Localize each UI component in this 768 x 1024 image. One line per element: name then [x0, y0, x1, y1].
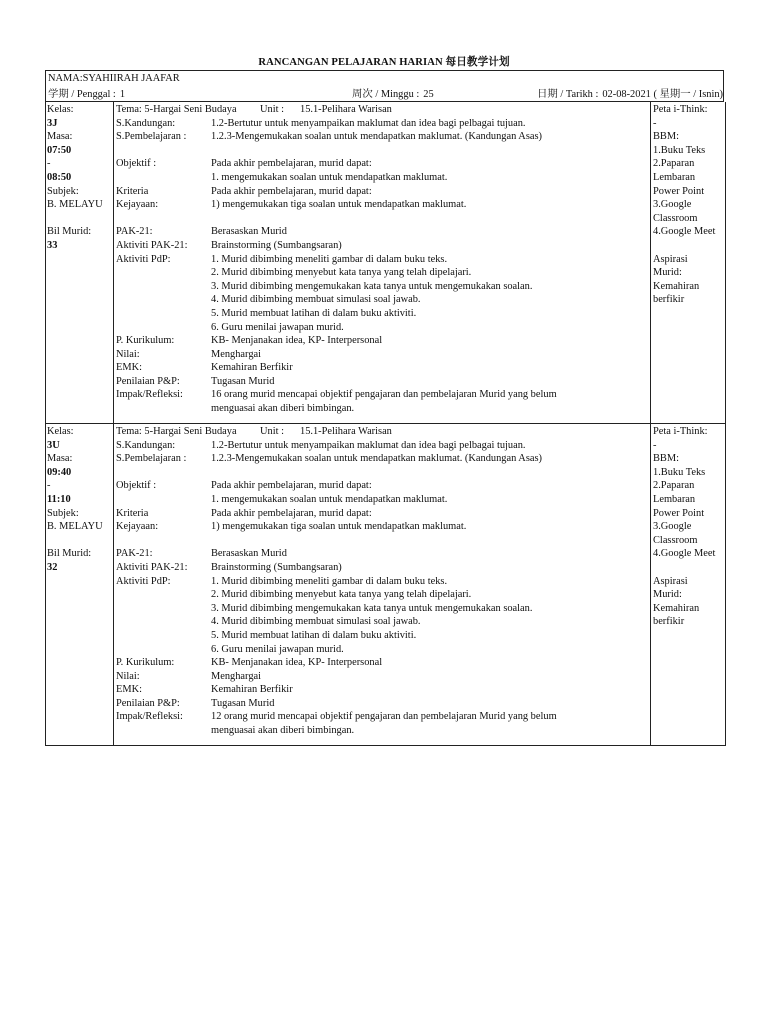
activity-step-row [116, 293, 650, 307]
resources-column [650, 424, 725, 745]
time-end: 08:50 [47, 171, 72, 183]
sp-value: 1.2.3-Mengemukakan soalan untuk mendapatkan maklumat. (Kandungan Asas) [211, 453, 542, 465]
activity-step-row [116, 266, 650, 280]
sk-label: S.Kandungan: [116, 117, 176, 129]
date-info [537, 88, 723, 102]
week-info [352, 88, 434, 102]
kejayaan-value: 1) mengemukakan tiga soalan untuk mendapatkan maklumat. [211, 521, 467, 533]
bbm-item: 2.Paparan [653, 480, 695, 492]
penilaian-value: Tugasan Murid [211, 697, 275, 709]
aktiviti-pak21-value: Brainstorming (Sumbangsaran) [211, 239, 342, 251]
standard-pembelajaran-row [116, 130, 650, 144]
bbm-item: 3.Google [653, 521, 692, 533]
kriteria-row [116, 507, 650, 521]
activity-step-row [116, 629, 650, 643]
activity-step: 4. Murid dibimbing membuat simulasi soal jawab. [211, 294, 421, 306]
impak-value-cont: menguasai akan diberi bimbingan. [211, 725, 355, 737]
kriteria-value: Pada akhir pembelajaran, murid dapat: [211, 507, 372, 519]
activity-step: 5. Murid membuat latihan di dalam buku aktiviti. [211, 629, 417, 641]
objektif-item: 1. mengemukakan soalan untuk mendapatkan maklumat. [211, 171, 448, 183]
kejayaan-label: Kejayaan: [116, 199, 159, 211]
time-dash: - [47, 480, 51, 492]
peta-ithink-value: - [653, 117, 657, 129]
objektif-value: Pada akhir pembelajaran, murid dapat: [211, 158, 372, 170]
week-label: 周次 / Minggu : [352, 89, 420, 100]
bbm-item: 1.Buku Teks [653, 144, 706, 156]
kriteria-label: Kriteria [116, 507, 149, 519]
nilai-label: Nilai: [116, 670, 140, 682]
aktiviti-pak21-row [116, 561, 650, 575]
sk-value: 1.2-Bertutur untuk menyampaikan maklumat dan idea bagi pelbagai tujuan. [211, 439, 526, 451]
emk-row [116, 361, 650, 375]
bbm-item: Classroom [653, 212, 698, 224]
activity-step: 4. Murid dibimbing membuat simulasi soal jawab. [211, 616, 421, 628]
kriteria-value: Pada akhir pembelajaran, murid dapat: [211, 185, 372, 197]
bbm-label: BBM: [653, 453, 679, 465]
time-start: 07:50 [47, 144, 72, 156]
peta-ithink-label: Peta i-Think: [653, 426, 708, 437]
kriteria-label: Kriteria [116, 185, 149, 197]
emk-row [116, 683, 650, 697]
subjek-value: B. MELAYU [47, 199, 103, 211]
date-value: 02-08-2021 ( 星期一 / Isnin) [602, 89, 723, 100]
bbm-item: 4.Google Meet [653, 548, 716, 560]
nilai-value: Menghargai [211, 670, 262, 682]
sk-label: S.Kandungan: [116, 439, 176, 451]
masa-label: Masa: [47, 453, 73, 465]
aktiviti-pak21-value: Brainstorming (Sumbangsaran) [211, 561, 342, 573]
kurikulum-value: KB- Menjanakan idea, KP- Interpersonal [211, 335, 383, 347]
objektif-row-2 [116, 493, 650, 507]
impak-label: Impak/Refleksi: [116, 389, 183, 401]
kurikulum-label: P. Kurikulum: [116, 657, 175, 669]
tema-row [116, 103, 650, 117]
aspirasi-line: Murid: [653, 589, 682, 601]
nilai-row [116, 348, 650, 362]
bbm-item: 2.Paparan [653, 158, 695, 170]
term-label: 学期 / Penggal : [48, 89, 116, 100]
impak-value: 16 orang murid mencapai objektif pengajaran dan pembelajaran Murid yang belum [211, 389, 557, 401]
impak-row-2 [116, 402, 650, 416]
aktiviti-pak21-label: Aktiviti PAK-21: [116, 561, 188, 573]
penilaian-label: Penilaian P&P: [116, 375, 180, 387]
kriteria-row [116, 185, 650, 199]
objektif-row-2 [116, 171, 650, 185]
nilai-value: Menghargai [211, 348, 262, 360]
sp-label: S.Pembelajaran : [116, 131, 187, 143]
kelas-label: Kelas: [47, 426, 74, 437]
aktiviti-pak21-label: Aktiviti PAK-21: [116, 239, 188, 251]
pak21-row [116, 547, 650, 561]
emk-value: Kemahiran Berfikir [211, 684, 293, 696]
activity-step: 2. Murid dibimbing menyebut kata tanya yang telah dipelajari. [211, 267, 472, 279]
activity-step: 6. Guru menilai jawapan murid. [211, 321, 344, 333]
aspirasi-line: Aspirasi [653, 253, 688, 265]
pak21-label: PAK-21: [116, 548, 153, 560]
bbm-item: Power Point [653, 185, 705, 197]
penilaian-row [116, 375, 650, 389]
impak-row-2 [116, 724, 650, 738]
objektif-label: Objektif : [116, 158, 157, 170]
impak-row [116, 710, 650, 724]
activity-step: 2. Murid dibimbing menyebut kata tanya yang telah dipelajari. [211, 589, 472, 601]
bbm-item: 4.Google Meet [653, 226, 716, 238]
week-value: 25 [423, 89, 434, 100]
activity-step-row [116, 588, 650, 602]
lesson-plan-column [114, 102, 650, 423]
aspirasi-line: Murid: [653, 267, 682, 279]
emk-label: EMK: [116, 684, 142, 696]
aspirasi-line: berfikir [653, 616, 685, 628]
activity-step: 3. Murid dibimbing mengemukakan kata tanya untuk mengemukakan soalan. [211, 602, 533, 614]
bbm-item: Power Point [653, 507, 705, 519]
activity-step: 1. Murid dibimbing meneliti gambar di dalam buku teks. [211, 575, 448, 587]
emk-value: Kemahiran Berfikir [211, 362, 293, 374]
activity-step-row [116, 615, 650, 629]
bil-murid-value: 33 [47, 239, 58, 251]
pak21-row [116, 225, 650, 239]
kurikulum-value: KB- Menjanakan idea, KP- Interpersonal [211, 657, 383, 669]
aktiviti-pdp-label: Aktiviti PdP: [116, 253, 171, 265]
unit-label: Unit : [260, 426, 284, 437]
tema-text: Tema: 5-Hargai Seni Budaya [116, 426, 237, 437]
subjek-label: Subjek: [47, 507, 79, 519]
time-end: 11:10 [47, 493, 71, 505]
term-info [48, 88, 125, 102]
tema-row [116, 425, 650, 439]
subjek-label: Subjek: [47, 185, 79, 197]
kejayaan-row [116, 198, 650, 212]
activity-step: 3. Murid dibimbing mengemukakan kata tanya untuk mengemukakan soalan. [211, 280, 533, 292]
objektif-row [116, 157, 650, 171]
activity-step-row [116, 643, 650, 657]
impak-row [116, 388, 650, 402]
kejayaan-label: Kejayaan: [116, 521, 159, 533]
peta-ithink-value: - [653, 439, 657, 451]
aktiviti-pak21-row [116, 239, 650, 253]
teacher-name: NAMA:SYAHIIRAH JAAFAR [48, 73, 180, 84]
impak-label: Impak/Refleksi: [116, 711, 183, 723]
subjek-value: B. MELAYU [47, 521, 103, 533]
activity-step-row [116, 280, 650, 294]
emk-label: EMK: [116, 362, 142, 374]
resources-column [650, 102, 725, 423]
aspirasi-line: Aspirasi [653, 575, 688, 587]
bbm-item: Lembaran [653, 493, 696, 505]
sp-label: S.Pembelajaran : [116, 453, 187, 465]
pak21-value: Berasaskan Murid [211, 226, 287, 238]
sp-value: 1.2.3-Mengemukakan soalan untuk mendapatkan maklumat. (Kandungan Asas) [211, 131, 542, 143]
impak-value-cont: menguasai akan diberi bimbingan. [211, 403, 355, 415]
sk-value: 1.2-Bertutur untuk menyampaikan maklumat dan idea bagi pelbagai tujuan. [211, 117, 526, 129]
aktiviti-pdp-row [116, 253, 650, 267]
nilai-row [116, 670, 650, 684]
objektif-label: Objektif : [116, 480, 157, 492]
unit-label: Unit : [260, 104, 284, 115]
lesson-block [45, 102, 726, 424]
bbm-label: BBM: [653, 131, 679, 143]
kelas-value: 3U [47, 439, 60, 451]
document-title: RANCANGAN PELAJARAN HARIAN 每日教学计划 [258, 57, 510, 68]
aspirasi-line: Kemahiran [653, 280, 700, 292]
kejayaan-value: 1) mengemukakan tiga soalan untuk mendapatkan maklumat. [211, 199, 467, 211]
nilai-label: Nilai: [116, 348, 140, 360]
penilaian-label: Penilaian P&P: [116, 697, 180, 709]
lesson-plan-column [114, 424, 650, 745]
standard-kandungan-row [116, 117, 650, 131]
peta-ithink-label: Peta i-Think: [653, 104, 708, 115]
kejayaan-row [116, 520, 650, 534]
time-start: 09:40 [47, 466, 72, 478]
time-dash: - [47, 158, 51, 170]
kurikulum-row [116, 656, 650, 670]
bil-murid-value: 32 [47, 561, 58, 573]
bbm-item: Classroom [653, 534, 698, 546]
activity-step-row [116, 602, 650, 616]
unit-value: 15.1-Pelihara Warisan [300, 104, 392, 115]
tema-text: Tema: 5-Hargai Seni Budaya [116, 104, 237, 115]
objektif-row [116, 479, 650, 493]
bbm-item: Lembaran [653, 171, 696, 183]
penilaian-value: Tugasan Murid [211, 375, 275, 387]
bbm-item: 3.Google [653, 199, 692, 211]
date-label: 日期 / Tarikh : [537, 89, 599, 100]
bbm-item: 1.Buku Teks [653, 466, 706, 478]
activity-step-row [116, 307, 650, 321]
teacher-header [45, 70, 724, 102]
term-value: 1 [119, 89, 126, 100]
standard-pembelajaran-row [116, 452, 650, 466]
activity-step-row [116, 321, 650, 335]
bil-murid-label: Bil Murid: [47, 548, 92, 560]
standard-kandungan-row [116, 439, 650, 453]
masa-label: Masa: [47, 131, 73, 143]
aspirasi-line: berfikir [653, 294, 685, 306]
activity-step: 6. Guru menilai jawapan murid. [211, 643, 344, 655]
aktiviti-pdp-row [116, 575, 650, 589]
kelas-value: 3J [47, 117, 58, 129]
pak21-value: Berasaskan Murid [211, 548, 287, 560]
pak21-label: PAK-21: [116, 226, 153, 238]
lesson-info-column [46, 424, 114, 745]
kelas-label: Kelas: [47, 104, 74, 115]
unit-value: 15.1-Pelihara Warisan [300, 426, 392, 437]
penilaian-row [116, 697, 650, 711]
objektif-value: Pada akhir pembelajaran, murid dapat: [211, 480, 372, 492]
impak-value: 12 orang murid mencapai objektif pengajaran dan pembelajaran Murid yang belum [211, 711, 557, 723]
kurikulum-label: P. Kurikulum: [116, 335, 175, 347]
aspirasi-line: Kemahiran [653, 602, 700, 614]
bil-murid-label: Bil Murid: [47, 226, 92, 238]
activity-step: 1. Murid dibimbing meneliti gambar di dalam buku teks. [211, 253, 448, 265]
objektif-item: 1. mengemukakan soalan untuk mendapatkan maklumat. [211, 493, 448, 505]
aktiviti-pdp-label: Aktiviti PdP: [116, 575, 171, 587]
lesson-block [45, 424, 726, 746]
lesson-info-column [46, 102, 114, 423]
kurikulum-row [116, 334, 650, 348]
activity-step: 5. Murid membuat latihan di dalam buku aktiviti. [211, 307, 417, 319]
